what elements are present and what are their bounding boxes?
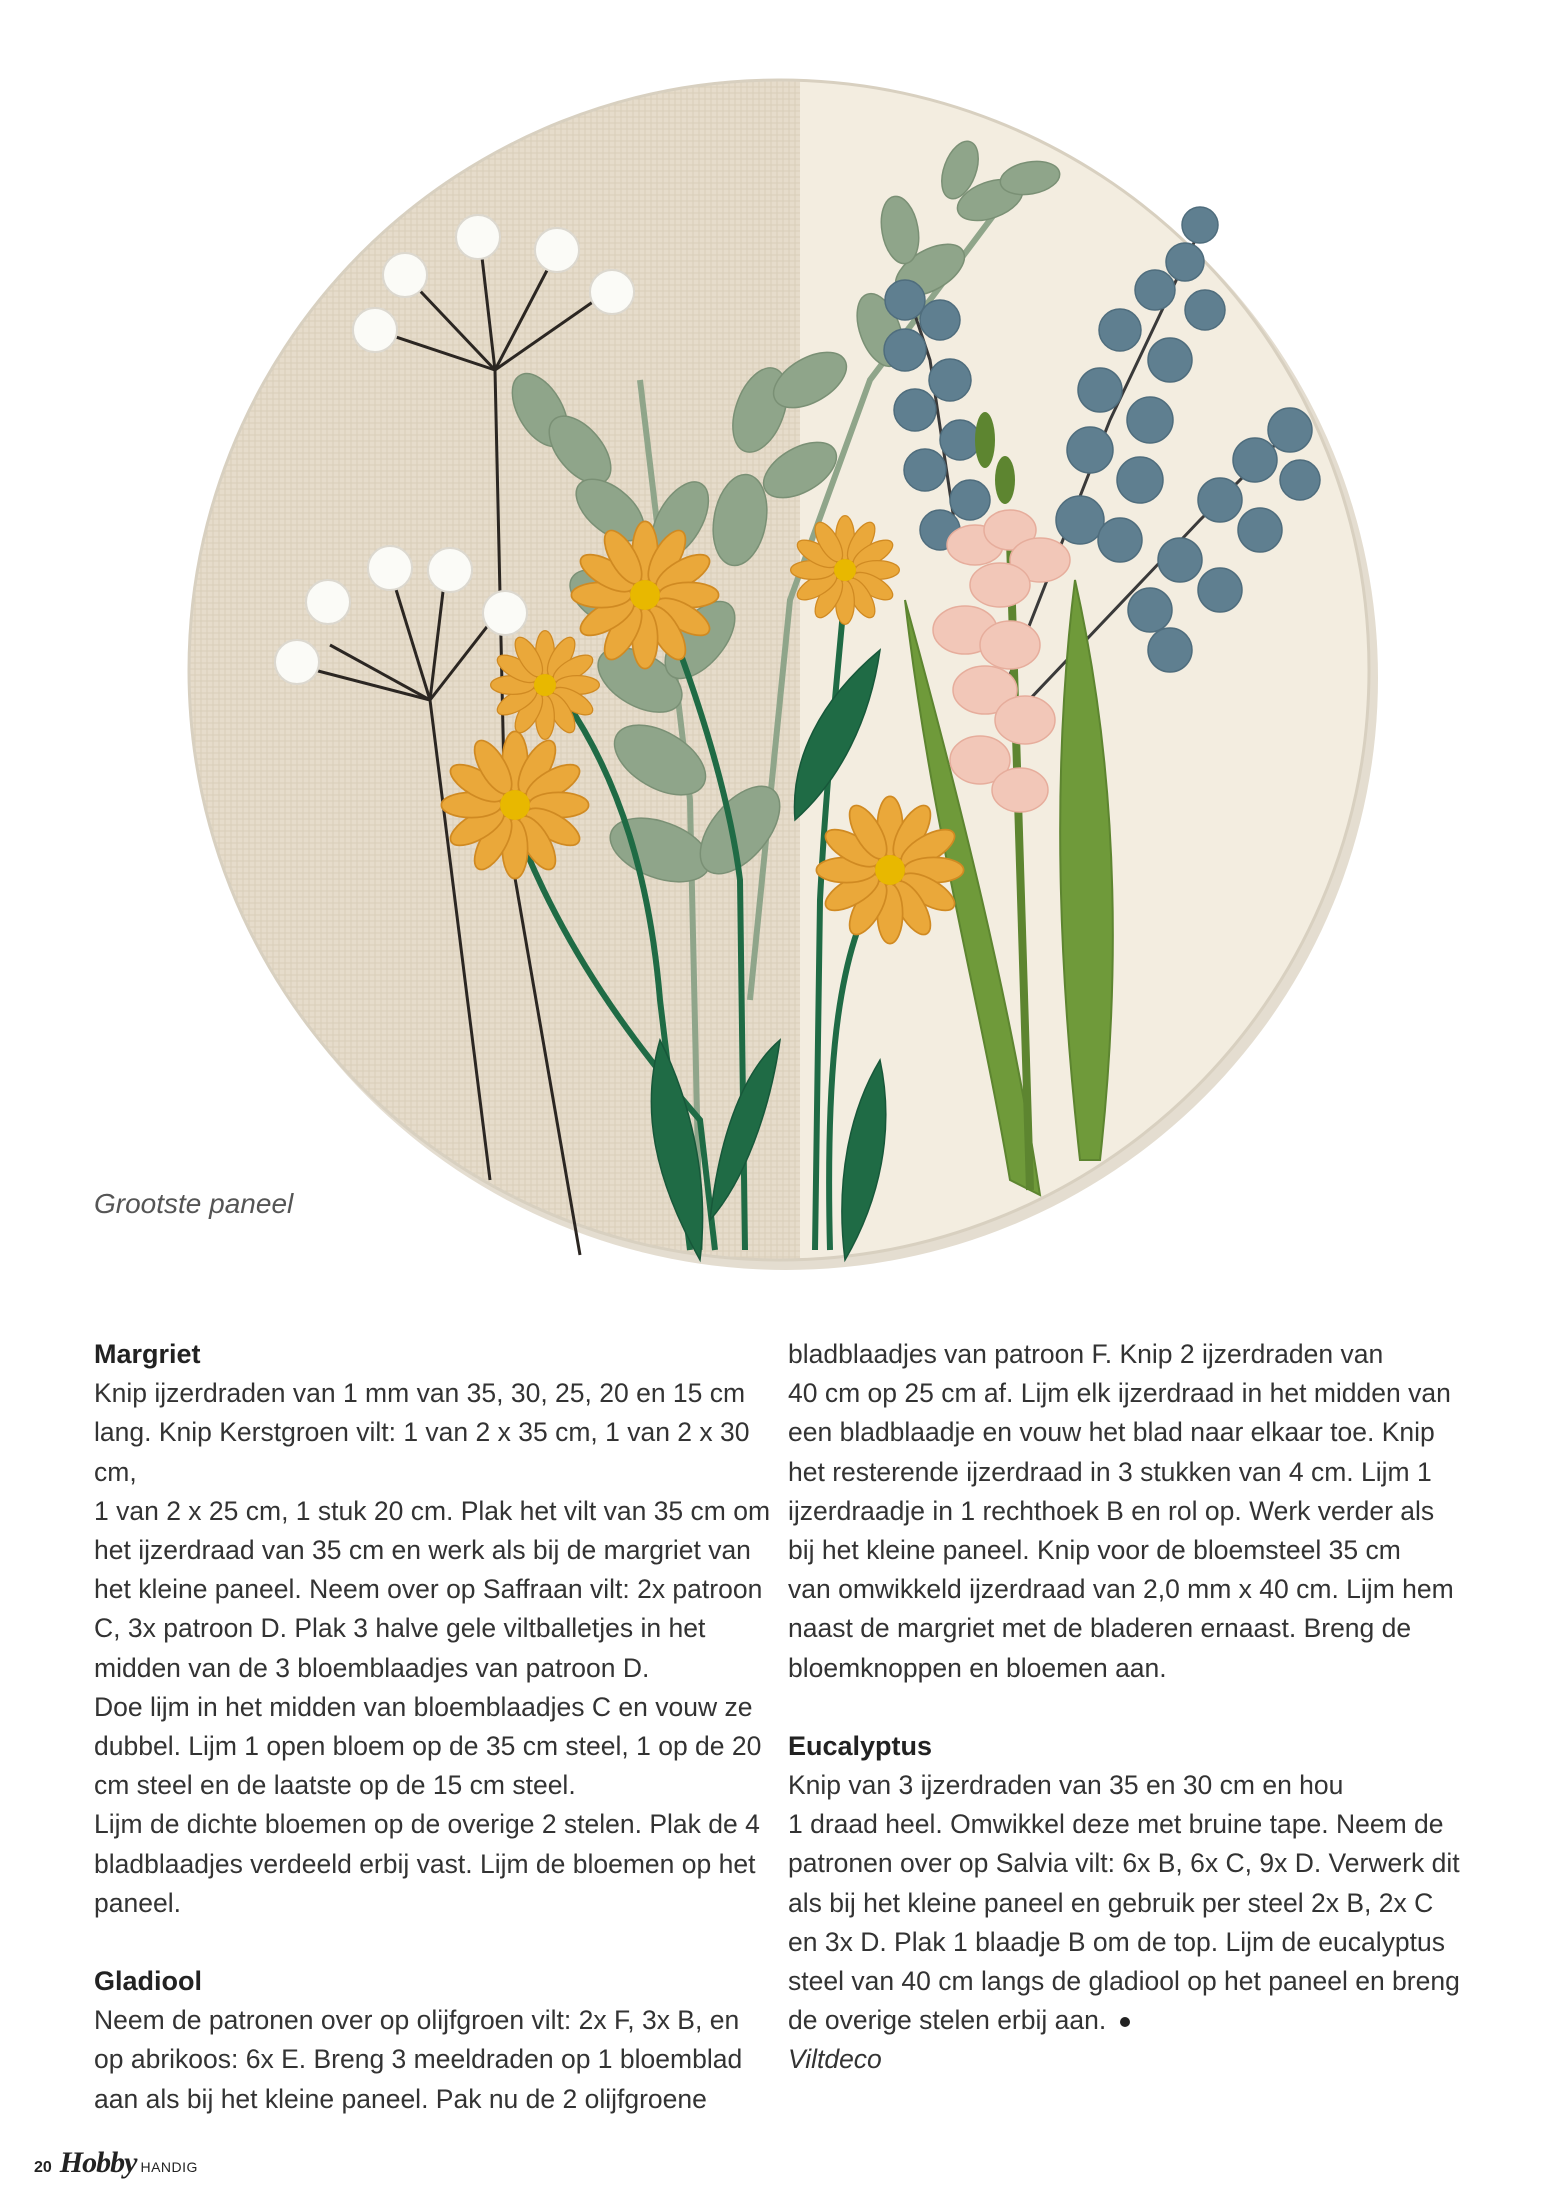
- text-line: cm steel en de laatste op de 15 cm steel.: [94, 1770, 576, 1801]
- text-line: 40 cm op 25 cm af. Lijm elk ijzerdraad in het midden van: [788, 1378, 1451, 1409]
- text-line: naast de margriet met de bladeren ernaast. Breng de: [788, 1613, 1412, 1644]
- paragraph-eucalyptus: [788, 1766, 1478, 2080]
- text-line: het resterende ijzerdraad in 3 stukken van 4 cm. Lijm 1: [788, 1456, 1432, 1487]
- section-heading-margriet: Margriet: [94, 1339, 201, 1369]
- text-line: van omwikkeld ijzerdraad van 2,0 mm x 40 cm. Lijm hem: [788, 1574, 1454, 1605]
- text-line: Knip van 3 ijzerdraden van 35 en 30 cm en hou: [788, 1770, 1344, 1801]
- text-line: bladblaadjes verdeeld erbij vast. Lijm de bloemen op het: [94, 1848, 756, 1879]
- text-line: een bladblaadje en vouw het blad naar elkaar toe. Knip: [788, 1417, 1435, 1448]
- text-line: C, 3x patroon D. Plak 3 halve gele viltballetjes in het: [94, 1613, 706, 1644]
- text-line: 1 van 2 x 25 cm, 1 stuk 20 cm. Plak het vilt van 35 cm om: [94, 1495, 771, 1526]
- text-line: steel van 40 cm langs de gladiool op het paneel en breng: [788, 1966, 1460, 1997]
- text-line: patronen over op Salvia vilt: 6x B, 6x C, 9x D. Verwerk dit: [788, 1848, 1460, 1879]
- text-line: Knip ijzerdraden van 1 mm van 35, 30, 25, 20 en 15 cm: [94, 1378, 746, 1409]
- section-heading-eucalyptus: Eucalyptus: [788, 1730, 933, 1761]
- paragraph-gladiool: [94, 2001, 784, 2119]
- text-line: de overige stelen erbij aan.: [788, 2005, 1107, 2036]
- page-number: 20: [34, 2159, 52, 2176]
- figure-caption: Grootste paneel: [94, 1188, 294, 1219]
- magazine-logo-script: Hobby: [59, 2146, 137, 2179]
- text-line: ijzerdraadje in 1 rechthoek B en rol op. Werk verder als: [788, 1495, 1435, 1526]
- paragraph-gladiool-continued: [788, 1335, 1478, 1688]
- text-line: bloemknoppen en bloemen aan.: [788, 1652, 1167, 1683]
- text-line: Neem de patronen over op olijfgroen vilt: 2x F, 3x B, en: [94, 2005, 740, 2036]
- text-line: paneel.: [94, 1887, 181, 1918]
- article-left-column: [94, 1335, 784, 2119]
- text-line: het kleine paneel. Neem over op Saffraan vilt: 2x patroon: [94, 1574, 763, 1605]
- text-line: Doe lijm in het midden van bloemblaadjes C en vouw ze: [94, 1691, 753, 1722]
- author-credit: Viltdeco: [788, 2044, 882, 2075]
- text-line: 1 draad heel. Omwikkel deze met bruine tape. Neem de: [788, 1809, 1444, 1840]
- text-line: en 3x D. Plak 1 blaadje B om de top. Lijm de eucalyptus: [788, 1926, 1445, 1957]
- text-line: midden van de 3 bloemblaadjes van patroon D.: [94, 1652, 650, 1683]
- text-line: op abrikoos: 6x E. Breng 3 meeldraden op 1 bloemblad: [94, 2044, 743, 2075]
- text-line: bladblaadjes van patroon F. Knip 2 ijzerdraden van: [788, 1339, 1384, 1369]
- text-line: Lijm de dichte bloemen op de overige 2 stelen. Plak de 4: [94, 1809, 760, 1840]
- article-right-column: [788, 1335, 1478, 2080]
- section-heading-gladiool: Gladiool: [94, 1966, 202, 1997]
- page-footer: [34, 2146, 198, 2186]
- text-line: als bij het kleine paneel en gebruik per steel 2x B, 2x C: [788, 1887, 1434, 1918]
- text-line: dubbel. Lijm 1 open bloem op de 35 cm steel, 1 op de 20: [94, 1731, 762, 1762]
- text-line: aan als bij het kleine paneel. Pak nu de 2 olijfgroene: [94, 2083, 707, 2114]
- text-line: bij het kleine paneel. Knip voor de bloemsteel 35 cm: [788, 1535, 1401, 1566]
- text-line: het ijzerdraad van 35 cm en werk als bij de margriet van: [94, 1535, 751, 1566]
- end-of-article-bullet: [1120, 2017, 1130, 2027]
- magazine-logo-caps: HANDIG: [140, 2159, 198, 2175]
- paragraph-margriet: [94, 1374, 784, 1923]
- text-line: lang. Knip Kerstgroen vilt: 1 van 2 x 35 cm, 1 van 2 x 30 cm,: [94, 1417, 750, 1487]
